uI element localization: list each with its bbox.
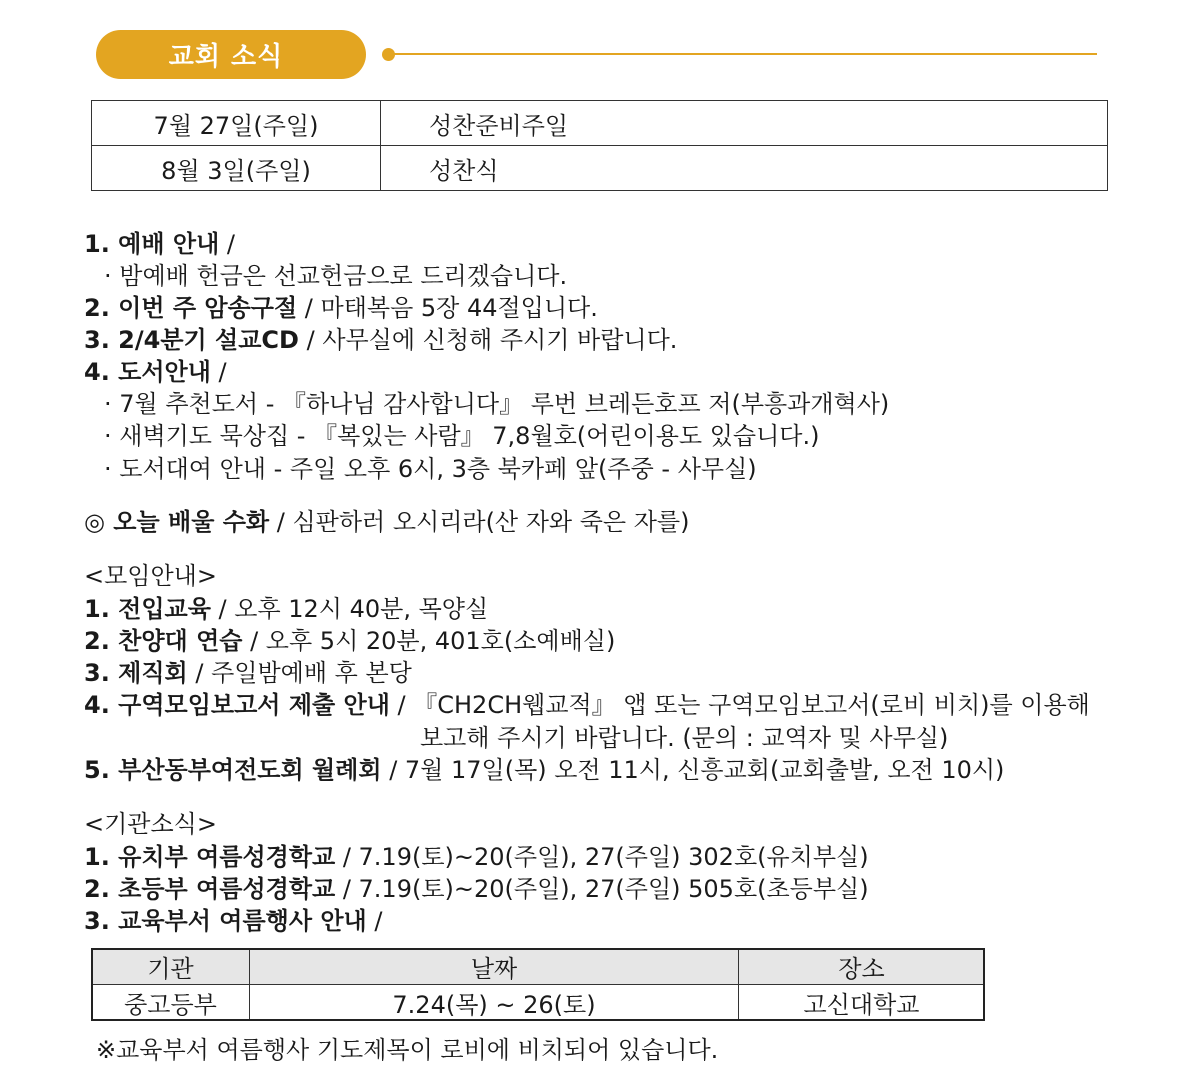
- meeting-head: 2. 찬양대 연습: [84, 627, 243, 655]
- table-cell: 중고등부: [92, 985, 250, 1021]
- meeting-head: 5. 부산동부여전도회 월례회: [84, 756, 382, 784]
- column-header: 날짜: [250, 949, 739, 985]
- footnote: ※교육부서 여름행사 기도제목이 로비에 비치되어 있습니다.: [96, 1036, 719, 1064]
- meeting-continuation: [420, 722, 948, 754]
- notice-head: 2. 이번 주 암송구절: [84, 294, 298, 322]
- institution-item: [84, 905, 382, 937]
- meeting-text: / 7월 17일(목) 오전 11시, 신흥교회(교회출발, 오전 10시): [381, 756, 1005, 784]
- table-cell: 고신대학교: [739, 985, 985, 1021]
- meeting-item: [84, 625, 615, 657]
- table-row: [92, 101, 1108, 146]
- institution-text: / 7.19(토)~20(주일), 27(주일) 505호(초등부실): [335, 875, 869, 903]
- meetings-title: <모임안내>: [84, 562, 217, 590]
- section-title-badge: [96, 30, 366, 79]
- meeting-item: [84, 657, 412, 689]
- institution-item: [84, 873, 869, 905]
- notice-item: [84, 228, 235, 260]
- notice-text: /: [219, 230, 235, 258]
- institution-item: [84, 841, 869, 873]
- institution-head: 1. 유치부 여름성경학교: [84, 843, 336, 871]
- meeting-head: 1. 전입교육: [84, 595, 211, 623]
- notice-head: 3. 2/4분기 설교CD: [84, 326, 299, 354]
- table-row: [92, 985, 985, 1021]
- institution-text: / 7.19(토)~20(주일), 27(주일) 302호(유치부실): [335, 843, 869, 871]
- column-header: 기관: [92, 949, 250, 985]
- notice-head: 4. 도서안내: [84, 358, 211, 386]
- column-header: 장소: [739, 949, 985, 985]
- meeting-text: / 오후 12시 40분, 목양실: [210, 595, 489, 623]
- notice-bullet: [104, 420, 819, 452]
- meeting-text: / 『CH2CH웹교적』 앱 또는 구역모임보고서(로비 비치)를 이용해: [389, 691, 1090, 719]
- hymn-head: ◎ 오늘 배울 수화: [84, 508, 270, 536]
- institutions-title: <기관소식>: [84, 810, 217, 838]
- meeting-item: [84, 689, 1090, 721]
- notice-text: · 도서대여 안내 - 주일 오후 6시, 3층 북카페 앞(주중 - 사무실): [104, 455, 757, 483]
- meeting-text: / 오후 5시 20분, 401호(소예배실): [242, 627, 616, 655]
- institution-head: 2. 초등부 여름성경학교: [84, 875, 336, 903]
- notice-text: · 7월 추천도서 - 『하나님 감사합니다』 루번 브레든호프 저(부흥과개혁사): [104, 390, 890, 418]
- meeting-item: [84, 754, 1004, 786]
- notice-item: [84, 356, 227, 388]
- meeting-item: [84, 593, 488, 625]
- schedule-event: 성찬준비주일: [381, 101, 1108, 146]
- meeting-head: 4. 구역모임보고서 제출 안내: [84, 691, 390, 719]
- header-divider: [390, 53, 1097, 55]
- notice-item: [84, 324, 677, 356]
- table-header-row: [92, 949, 985, 985]
- notice-bullet: [104, 388, 889, 420]
- section-title: 교회 소식: [168, 42, 284, 72]
- notice-bullet: [104, 453, 757, 485]
- schedule-event: 성찬식: [381, 146, 1108, 191]
- schedule-date: 7월 27일(주일): [92, 101, 381, 146]
- events-table: [91, 948, 985, 1021]
- table-cell: 7.24(목) ~ 26(토): [250, 985, 739, 1021]
- meeting-text: 보고해 주시기 바랍니다. (문의 : 교역자 및 사무실): [420, 724, 949, 752]
- institution-head: 3. 교육부서 여름행사 안내: [84, 907, 367, 935]
- notice-text: / 사무실에 신청해 주시기 바랍니다.: [298, 326, 678, 354]
- notice-item: [84, 292, 598, 324]
- notice-bullet: [104, 260, 567, 292]
- meeting-text: / 주일밤예배 후 본당: [187, 659, 412, 687]
- schedule-table: [91, 100, 1108, 191]
- hymn-line: [84, 506, 689, 538]
- notice-head: 1. 예배 안내: [84, 230, 220, 258]
- notice-text: · 밤예배 헌금은 선교헌금으로 드리겠습니다.: [104, 262, 568, 290]
- schedule-date: 8월 3일(주일): [92, 146, 381, 191]
- notice-text: /: [210, 358, 227, 386]
- hymn-text: / 심판하러 오시리라(산 자와 죽은 자를): [269, 508, 690, 536]
- institution-text: /: [366, 907, 383, 935]
- table-row: [92, 146, 1108, 191]
- notice-text: · 새벽기도 묵상집 - 『복있는 사람』 7,8월호(어린이용도 있습니다.): [104, 422, 820, 450]
- notice-text: / 마태복음 5장 44절입니다.: [297, 294, 598, 322]
- meeting-head: 3. 제직회: [84, 659, 188, 687]
